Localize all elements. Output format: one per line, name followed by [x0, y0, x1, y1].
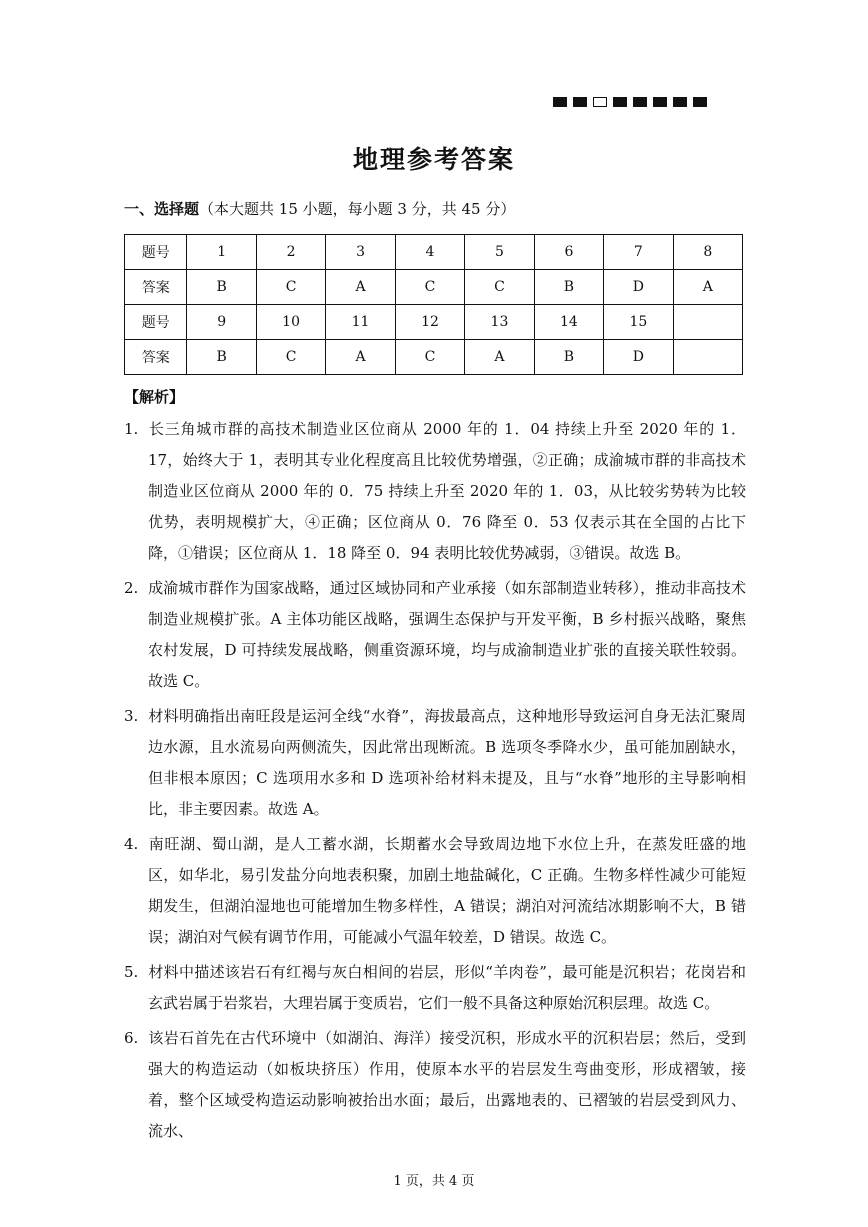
- table-cell: A: [326, 270, 395, 305]
- header-mark: [573, 97, 587, 107]
- table-cell: 14: [534, 305, 603, 340]
- table-cell: [673, 305, 742, 340]
- item-number: 2.: [124, 579, 139, 597]
- analysis-heading: 【解析】: [124, 388, 185, 406]
- item-text: 材料中描述该岩石有红褐与灰白相间的岩层，形似“羊肉卷”，最可能是沉积岩；花岗岩和玄武岩属于岩浆岩，大理岩属于变质岩，它们一般不具备这种原始沉积层理。故选 C。: [148, 963, 746, 1012]
- item-number: 5.: [124, 963, 139, 981]
- table-cell: A: [326, 340, 395, 375]
- analysis-item: [124, 414, 746, 569]
- header-mark: [633, 97, 647, 107]
- header-mark: [593, 97, 607, 107]
- table-cell: A: [465, 340, 534, 375]
- table-cell: 2: [256, 235, 325, 270]
- table-cell: B: [534, 340, 603, 375]
- header-mark: [673, 97, 687, 107]
- table-cell: 3: [326, 235, 395, 270]
- table-row: [125, 270, 743, 305]
- table-cell: 8: [673, 235, 742, 270]
- table-cell: 7: [604, 235, 673, 270]
- table-cell: 4: [395, 235, 464, 270]
- table-cell: B: [534, 270, 603, 305]
- table-cell: [673, 340, 742, 375]
- table-cell: 13: [465, 305, 534, 340]
- table-cell: C: [395, 340, 464, 375]
- item-number: 6.: [124, 1029, 139, 1047]
- section-heading: [124, 198, 515, 219]
- table-row: [125, 305, 743, 340]
- analysis-list: [124, 414, 746, 1151]
- table-cell: B: [187, 340, 256, 375]
- item-text: 成渝城市群作为国家战略，通过区域协同和产业承接（如东部制造业转移），推动非高技术制造业规模扩张。A 主体功能区战略，强调生态保护与开发平衡，B 乡村振兴战略，聚焦农村发展，D 可持续发展战略，侧重资源环境，均与成渝制造业扩张的直接关联性较弱。故选 C。: [148, 579, 746, 690]
- item-number: 4.: [124, 835, 139, 853]
- section-note: （本大题共 15 小题，每小题 3 分，共 45 分）: [199, 200, 516, 218]
- table-row-header: 题号: [125, 305, 187, 340]
- item-text: 材料明确指出南旺段是运河全线“水脊”，海拔最高点，这种地形导致运河自身无法汇聚周边水源，且水流易向两侧流失，因此常出现断流。B 选项冬季降水少，虽可能加剧缺水，但非根本原因；C 选项用水多和 D 选项补给材料未提及，且与“水脊”地形的主导影响相比，非主要因素。故选 A。: [148, 707, 746, 818]
- table-cell: C: [465, 270, 534, 305]
- table-cell: C: [256, 340, 325, 375]
- table-cell: 1: [187, 235, 256, 270]
- analysis-item: [124, 829, 746, 953]
- table-cell: 9: [187, 305, 256, 340]
- table-row-header: 答案: [125, 340, 187, 375]
- table-cell: C: [256, 270, 325, 305]
- header-mark: [613, 97, 627, 107]
- table-cell: 11: [326, 305, 395, 340]
- item-number: 1.: [124, 420, 139, 438]
- header-mark: [693, 97, 707, 107]
- table-cell: 6: [534, 235, 603, 270]
- table-row: [125, 235, 743, 270]
- header-marks: [553, 97, 707, 107]
- item-text: 长三角城市群的高技术制造业区位商从 2000 年的 1．04 持续上升至 2020 年的 1．17，始终大于 1，表明其专业化程度高且比较优势增强，②正确；成渝城市群的非高技术制造业区位商从 2000 年的 0．75 持续上升至 2020 年的 1．03，从比较劣势转为比较优势，表明规模扩大，④正确；区位商从 0．76 降至 0．53 仅表示其在全国的占比下降，①错误；区位商从 1．18 降至 0．94 表明比较优势减弱，③错误。故选 B。: [148, 420, 746, 562]
- table-cell: D: [604, 270, 673, 305]
- header-mark: [653, 97, 667, 107]
- header-mark: [553, 97, 567, 107]
- analysis-item: [124, 1023, 746, 1147]
- table-cell: 12: [395, 305, 464, 340]
- table-cell: 10: [256, 305, 325, 340]
- table-row-header: 答案: [125, 270, 187, 305]
- analysis-item: [124, 701, 746, 825]
- table-cell: D: [604, 340, 673, 375]
- item-number: 3.: [124, 707, 139, 725]
- page-title: 地理参考答案: [352, 145, 515, 174]
- item-text: 南旺湖、蜀山湖，是人工蓄水湖，长期蓄水会导致周边地下水位上升，在蒸发旺盛的地区，如华北，易引发盐分向地表积聚，加剧土地盐碱化，C 正确。生物多样性减少可能短期发生，但湖泊湿地也可能增加生物多样性，A 错误；湖泊对河流结冰期影响不大，B 错误；湖泊对气候有调节作用，可能减小气温年较差，D 错误。故选 C。: [148, 835, 746, 946]
- section-label: 一、选择题: [124, 200, 200, 218]
- table-cell: B: [187, 270, 256, 305]
- table-cell: C: [395, 270, 464, 305]
- page-footer: 1 页，共 4 页: [393, 1174, 475, 1189]
- table-cell: 5: [465, 235, 534, 270]
- table-row-header: 题号: [125, 235, 187, 270]
- answer-table: [124, 234, 743, 375]
- analysis-item: [124, 573, 746, 697]
- table-cell: 15: [604, 305, 673, 340]
- table-cell: A: [673, 270, 742, 305]
- table-row: [125, 340, 743, 375]
- analysis-item: [124, 957, 746, 1019]
- item-text: 该岩石首先在古代环境中（如湖泊、海洋）接受沉积，形成水平的沉积岩层；然后，受到强大的构造运动（如板块挤压）作用，使原本水平的岩层发生弯曲变形，形成褶皱，接着，整个区域受构造运动影响被抬出水面；最后，出露地表的、已褶皱的岩层受到风力、流水、: [148, 1029, 746, 1140]
